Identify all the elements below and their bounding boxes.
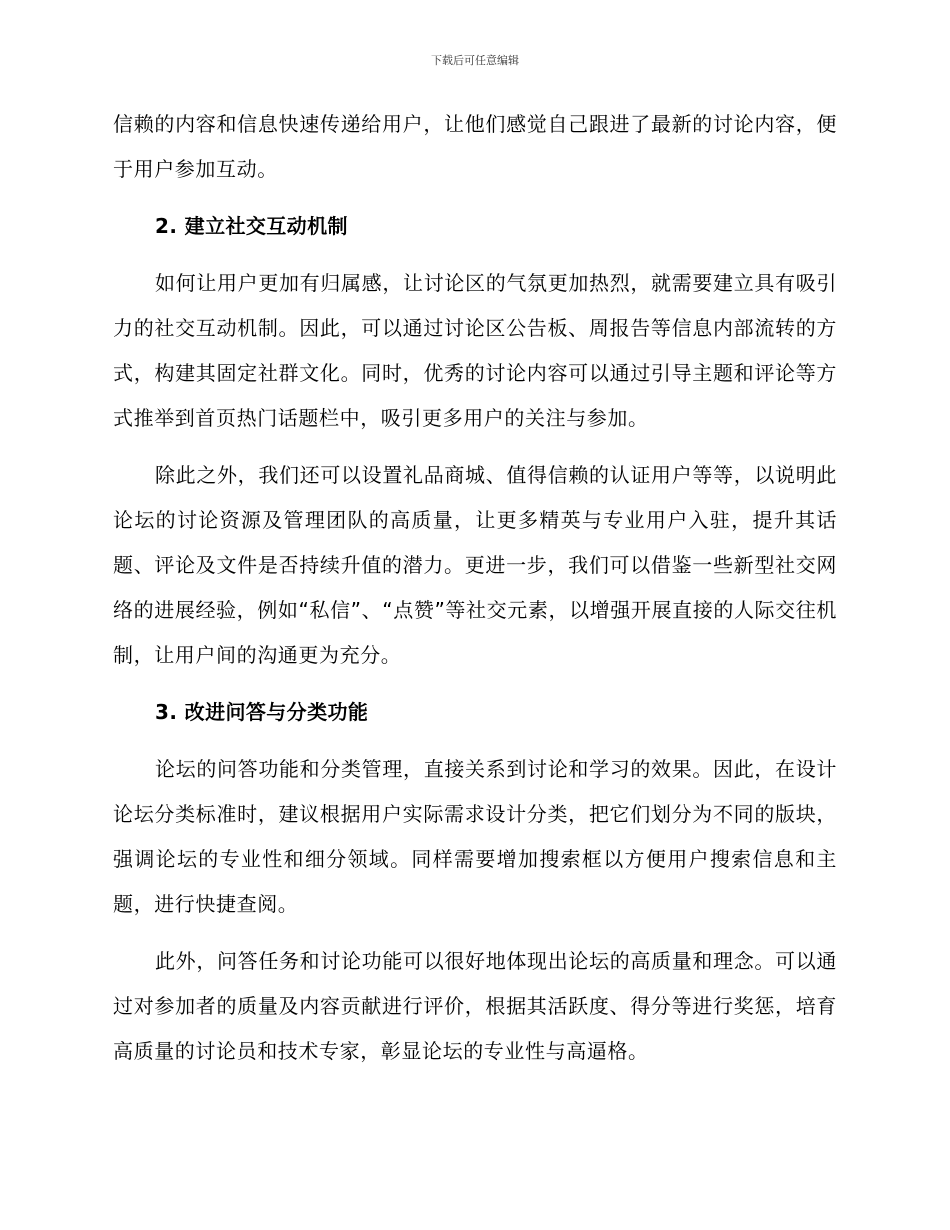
page-header-note: 下载后可任意编辑 (431, 54, 519, 67)
section-2-heading: 2. 建立社交互动机制 (155, 214, 348, 238)
section-3-heading: 3. 改进问答与分类功能 (155, 700, 369, 724)
intro-continuation-paragraph: 信赖的内容和信息快速传递给用户，让他们感觉自己跟进了最新的讨论内容，便于用户参加互动。 (113, 112, 837, 181)
section-3-paragraph-1: 论坛的问答功能和分类管理，直接关系到讨论和学习的效果。因此，在设计论坛分类标准时，建议根据用户实际需求设计分类，把它们划分为不同的版块，强调论坛的专业性和细分领域。同样需要增加搜索框以方便用户搜索信息和主题，进行快捷查阅。 (113, 757, 837, 916)
spacer (113, 192, 837, 204)
spacer (113, 678, 837, 690)
section-3-paragraph-2: 此外，问答任务和讨论功能可以很好地体现出论坛的高质量和理念。可以通过对参加者的质量及内容贡献进行评价，根据其活跃度、得分等进行奖惩，培育高质量的讨论员和技术专家，彰显论坛的专业性与高逼格。 (113, 949, 837, 1063)
spacer (113, 441, 837, 453)
spacer (113, 927, 837, 939)
section-2-paragraph-1: 如何让用户更加有归属感，让讨论区的气氛更加热烈，就需要建立具有吸引力的社交互动机制。因此，可以通过讨论区公告板、周报告等信息内部流转的方式，构建其固定社群文化。同时，优秀的讨论内容可以通过引导主题和评论等方式推举到首页热门话题栏中，吸引更多用户的关注与参加。 (113, 271, 837, 430)
section-2-paragraph-2: 除此之外，我们还可以设置礼品商城、值得信赖的认证用户等等，以说明此论坛的讨论资源及管理团队的高质量，让更多精英与专业用户入驻，提升其话题、评论及文件是否持续升值的潜力。更进一步，我们可以借鉴一些新型社交网络的进展经验，例如“私信”、“点赞”等社交元素，以增强开展直接的人际交往机制，让用户间的沟通更为充分。 (113, 463, 837, 667)
spacer (113, 249, 837, 261)
document-body (113, 102, 837, 1074)
spacer (113, 735, 837, 747)
